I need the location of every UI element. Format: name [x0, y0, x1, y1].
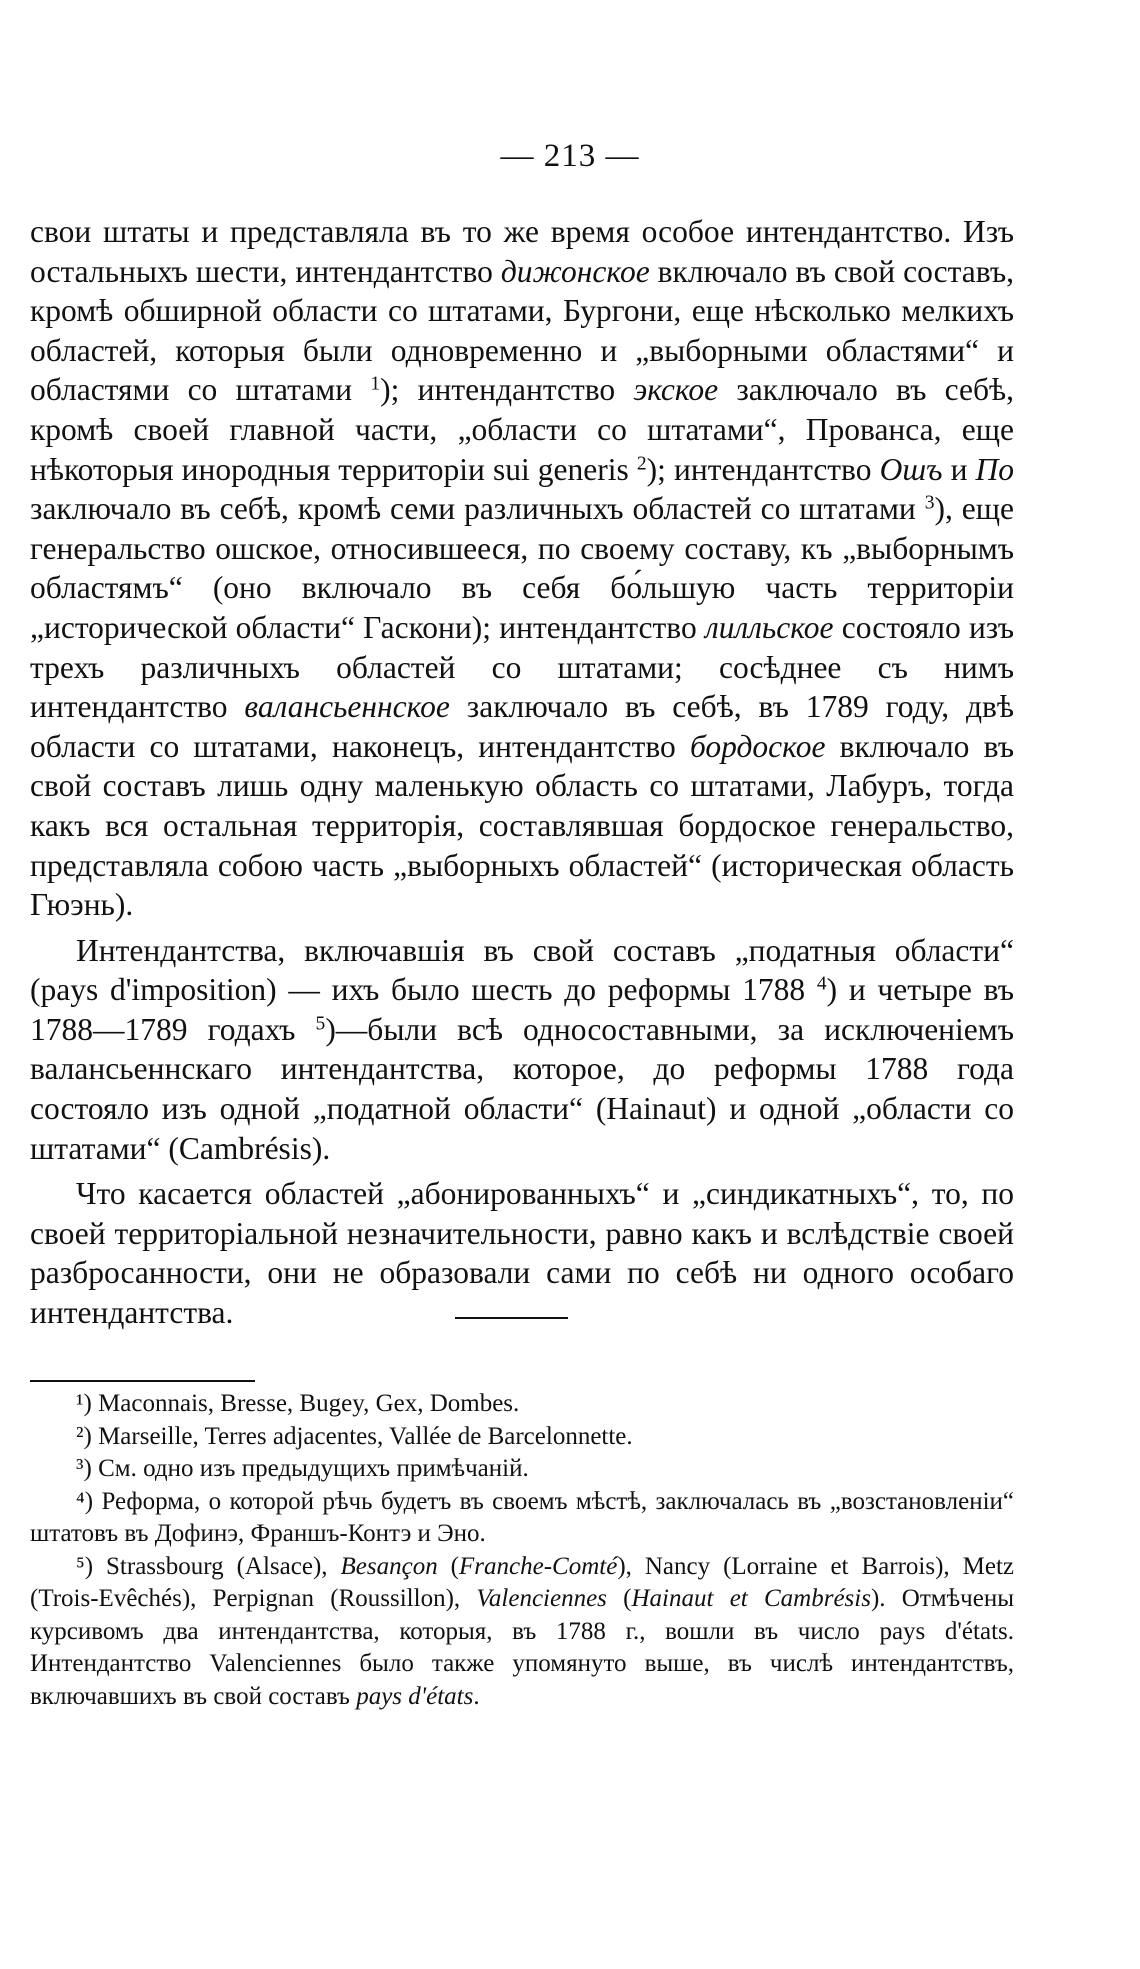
footnote-1 [30, 1388, 1014, 1421]
text-run: заключало въ себѣ, кромѣ семи различныхъ областей со штатами [30, 491, 925, 527]
text-run: ). Отмѣчены курсивомъ два интендантства, которыя, въ 1788 г., вошли въ число pays d'états. Интендантство Valenciennes было также упомянуто выше, въ числѣ интендантствъ, включавшихъ въ свой составъ [30, 1585, 1014, 1710]
text-run: Что касается областей „абонированныхъ“ и „синдикатныхъ“, то, по своей территоріальной незначительности, равно какъ и вслѣдствіе своей разбросанности, они не образовали сами по себѣ ни одного особаго интендантства. [30, 1176, 1014, 1331]
text-run: ), еще генеральство ошское, относившееся, по своему составу, къ „выборнымъ областямъ“ (оно включало въ себя бо́льшую часть территоріи „исторической области“ Гаскони); интендантство [30, 491, 1014, 645]
italic-term: Hainaut et Cambrésis [631, 1585, 871, 1612]
italic-term: бордоское [689, 728, 826, 764]
italic-term: Ошъ [879, 451, 943, 487]
footnote-mark: ⁵ [76, 1552, 85, 1580]
italic-term: По [975, 451, 1015, 487]
footnote-mark: ² [76, 1422, 84, 1450]
footnote-divider [30, 1380, 255, 1382]
italic-term: лилльское [704, 609, 834, 645]
italic-term: Besançon [340, 1552, 438, 1580]
italic-term: валансьеннское [244, 689, 450, 725]
footnote-mark: ¹ [76, 1390, 84, 1417]
text-run: )—были всѣ односоставными, за исключеніемъ валансьеннскаго интендантства, которое, до реформы 1788 года состояло изъ одной „податной области“ (Hainaut) и одной „области со штатами“ (Cambrésis). [30, 1011, 1014, 1166]
footnote-text: ) См. одно изъ предыдущихъ примѣчаній. [83, 1455, 529, 1482]
footnote-ref: 1 [370, 373, 381, 395]
text-run: Интендантства, включавшія въ свой составъ „податныя области“ (pays d'imposition) — ихъ было шесть до реформы 1788 [30, 932, 1014, 1008]
text-run: и [942, 451, 976, 487]
text-run: ); интендантство [646, 451, 880, 487]
footnote-text: ) Marseille, Terres adjacentes, Vallée de Barcelonnette. [83, 1422, 633, 1450]
footnote-ref: 4 [816, 973, 827, 995]
italic-term: Valenciennes [476, 1585, 607, 1612]
text-run: ) Strassbourg (Alsace), [84, 1552, 341, 1580]
footnote-2 [30, 1421, 1014, 1454]
footnote-5 [30, 1551, 1014, 1714]
italic-term: pays d'états [356, 1682, 474, 1710]
text-run: свои штаты и представляла въ то же время особое интендантство. Изъ остальныхъ шести, интендантство [30, 214, 1014, 289]
main-text [30, 212, 1014, 1333]
footnote-4 [30, 1486, 1014, 1551]
italic-term: Franche-Comté [459, 1552, 618, 1580]
text-run: включало въ свой составъ лишь одну маленькую область со штатами, Лабуръ, тогда какъ вся остальная территорія, составлявшая бордоское генеральство, представляла собою часть „выборныхъ областей“ (историческая область Гюэнь). [30, 728, 1014, 923]
footnote-mark: ⁴ [76, 1487, 85, 1515]
footnote-ref: 5 [315, 1013, 326, 1035]
footnote-3 [30, 1453, 1014, 1486]
footnote-text: ) Реформа, о которой рѣчь будетъ въ своемъ мѣстѣ, заключалась въ „возстановленіи“ штатовъ въ Дофинэ, Франшъ-Контэ и Эно. [30, 1487, 1014, 1547]
page-number: — 213 — [500, 138, 640, 174]
text-run: ( [606, 1585, 632, 1612]
text-run: состояло изъ трехъ различныхъ областей со штатами; сосѣднее съ нимъ интендантство [30, 609, 1015, 725]
text-run: заключало въ себѣ, кромѣ своей главной части, „области со штатами“, Прованса, еще нѣкоторыя инородныя территоріи sui generis [30, 372, 1014, 487]
text-run: . [473, 1682, 480, 1710]
text-run: ) и четыре въ 1788—1789 годахъ [30, 972, 1014, 1047]
footnotes [30, 1388, 1014, 1713]
footnote-text: ) Maconnais, Bresse, Bugey, Gex, Dombes. [83, 1390, 520, 1417]
italic-term: дижонское [500, 253, 650, 289]
text-run: ); интендантство [380, 372, 634, 408]
footnote-mark: ³ [76, 1455, 84, 1482]
text-run: ( [437, 1552, 460, 1580]
paragraph-1 [30, 212, 1014, 925]
italic-term: экское [633, 372, 719, 408]
paragraph-3 [30, 1174, 1014, 1332]
footnote-ref: 3 [924, 492, 935, 514]
paragraph-2 [30, 931, 1014, 1169]
section-divider [455, 1317, 568, 1319]
text-run: заключало въ себѣ, въ 1789 году, двѣ области со штатами, наконецъ, интендантство [30, 689, 1014, 764]
text-run: ), Nancy (Lorraine et Barrois), Metz (Trois-Evêchés), Perpignan (Roussillon), [30, 1552, 1014, 1612]
text-run: включало въ свой составъ, кромѣ обширной области со штатами, Бургони, еще нѣсколько мелкихъ областей, которыя были одновременно и „выборными областями“ и областями со штатами [30, 253, 1014, 408]
footnote-ref: 2 [636, 452, 647, 474]
